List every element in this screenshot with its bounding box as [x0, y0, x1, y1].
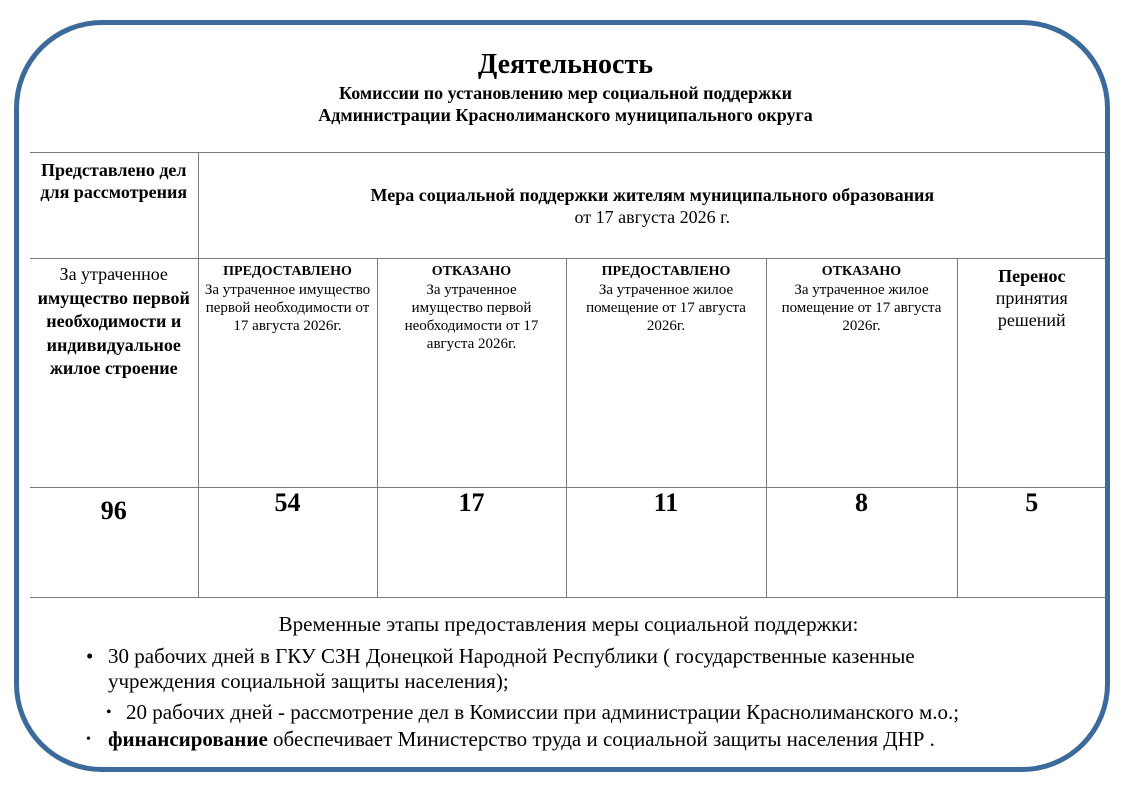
page-title: Деятельность: [478, 49, 653, 80]
granted-property-text: За утраченное имущество первой необходимости от 17 августа 2026г.: [204, 282, 371, 334]
table-header-row: [30, 153, 1106, 259]
stages-title: Временные этапы предоставления меры социальной поддержки:: [278, 612, 859, 636]
lost-property-part1: За утраченное: [59, 264, 168, 284]
stage-item-1-line-2: учреждения социальной защиты населения);: [108, 669, 509, 693]
measure-title: Мера социальной поддержки жителям муниципального образования: [370, 184, 935, 205]
transfer-rest: принятия решений: [995, 288, 1068, 330]
lost-property-cell: [30, 259, 198, 488]
value-transfer: 5: [957, 488, 1106, 598]
stage-item-1-line-1: 30 рабочих дней в ГКУ СЗН Донецкой Народной Республики ( государственные казенные: [108, 644, 915, 668]
granted-housing-cell: [566, 259, 766, 488]
bullet-icon: •: [106, 704, 112, 721]
refused-housing-cell: [766, 259, 957, 488]
subtitle-line-1: Комиссии по установлению мер социальной поддержки: [339, 83, 792, 103]
granted-housing-text: За утраченное жилое помещение от 17 августа 2026г.: [586, 282, 746, 334]
transfer-bold: Перенос: [998, 266, 1066, 286]
subtitle-line-2: Администрации Краснолиманского муниципального округа: [318, 105, 813, 125]
value-presented: 96: [30, 488, 198, 598]
granted-housing-caption: ПРЕДОСТАВЛЕНО: [601, 264, 731, 279]
stages-section: [0, 612, 1131, 637]
value-granted-property: 54: [198, 488, 377, 598]
refused-property-caption: ОТКАЗАНО: [431, 264, 512, 279]
value-refused-property: 17: [377, 488, 566, 598]
value-refused-housing: 8: [766, 488, 957, 598]
stage-item-2: [106, 700, 1086, 725]
document-header: [0, 48, 1131, 126]
granted-property-caption: ПРЕДОСТАВЛЕНО: [223, 264, 352, 279]
table-values-row: [30, 488, 1106, 598]
refused-property-cell: [377, 259, 566, 488]
measure-date: от 17 августа 2026 г.: [574, 206, 730, 227]
table-subheader-row: [30, 259, 1106, 488]
lost-property-part2: имущество первой необходимости и индивидуальное жилое строение: [37, 287, 190, 378]
granted-property-cell: [198, 259, 377, 488]
measure-header-cell: [198, 153, 1106, 259]
refused-housing-text: За утраченное жилое помещение от 17 августа 2026г.: [781, 282, 942, 334]
presented-header-cell: [30, 153, 198, 259]
value-granted-housing: 11: [566, 488, 766, 598]
refused-housing-caption: ОТКАЗАНО: [821, 264, 902, 279]
statistics-table: [30, 152, 1106, 598]
stage-item-3-bold: финансирование: [108, 727, 268, 751]
bullet-icon: •: [86, 644, 94, 668]
refused-property-text: За утраченное имущество первой необходимости от 17 августа 2026г.: [404, 282, 539, 352]
stage-item-3-text: обеспечивает Министерство труда и социальной защиты населения ДНР .: [273, 727, 935, 751]
stage-item-3: [86, 727, 1086, 752]
stage-item-1: [86, 644, 915, 694]
transfer-cell: [957, 259, 1106, 488]
presented-header-text: Представлено дел для рассмотрения: [40, 160, 188, 202]
bullet-icon: •: [86, 732, 91, 747]
stage-item-2-text: 20 рабочих дней - рассмотрение дел в Комиссии при администрации Краснолиманского м.о.;: [126, 700, 960, 724]
